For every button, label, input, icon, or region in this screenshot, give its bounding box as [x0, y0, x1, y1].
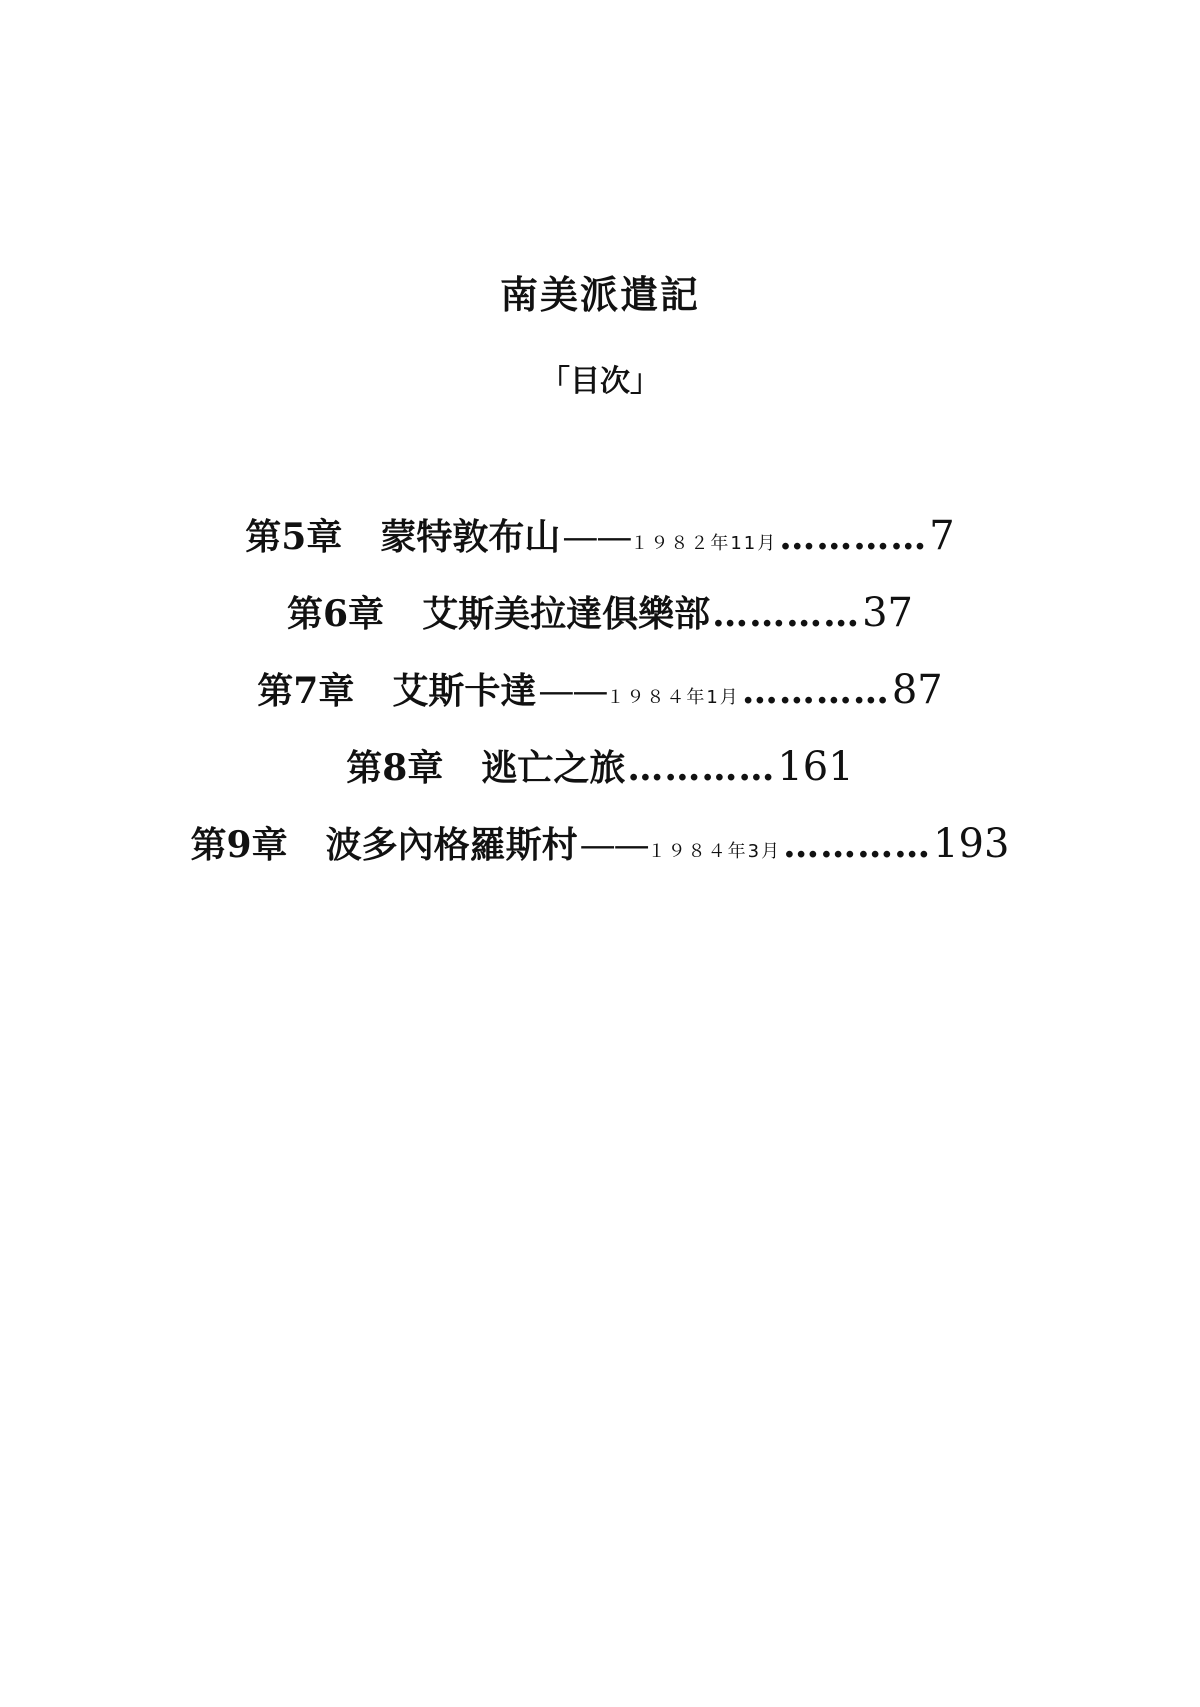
page-number: 161: [777, 744, 854, 790]
table-of-contents: [0, 508, 1200, 893]
toc-entry-chapter-6: [0, 585, 1200, 662]
page-number: 37: [862, 590, 913, 636]
toc-heading: 「目次」: [540, 364, 660, 399]
chapter-title: 蒙特敦布山: [380, 516, 561, 558]
dash-separator: ——: [538, 671, 607, 712]
chapter-date: １９８４年3月: [647, 841, 782, 862]
toc-entry-chapter-7: [0, 662, 1200, 739]
chapter-date: １９８２年11月: [630, 533, 778, 554]
dot-leader: …………: [783, 824, 932, 866]
chapter-number: 第9章: [190, 824, 288, 866]
page-number: 193: [933, 821, 1010, 867]
page-number: 7: [929, 513, 955, 559]
chapter-number: 第6章: [287, 593, 385, 635]
chapter-title: 艾斯美拉達俱樂部: [422, 593, 711, 635]
toc-entry-chapter-5: [0, 508, 1200, 585]
dot-leader: …………: [712, 593, 861, 635]
page-number: 87: [891, 667, 943, 713]
chapter-number: 第5章: [245, 516, 343, 558]
dash-separator: ——: [579, 825, 648, 866]
dot-leader: …………: [741, 670, 890, 712]
chapter-date: １９８４年1月: [606, 687, 740, 708]
chapter-number: 第8章: [346, 747, 444, 789]
chapter-title: 艾斯卡達: [392, 670, 537, 712]
dot-leader: …………: [779, 516, 928, 558]
toc-entry-chapter-8: [0, 739, 1200, 816]
dash-separator: ——: [562, 517, 631, 558]
dot-leader: …………: [627, 747, 776, 789]
book-title: 南美派遣記: [499, 273, 700, 317]
toc-entry-chapter-9: [0, 816, 1200, 893]
chapter-number: 第7章: [257, 670, 355, 712]
chapter-title: 波多內格羅斯村: [325, 824, 578, 866]
chapter-title: 逃亡之旅: [481, 747, 626, 789]
